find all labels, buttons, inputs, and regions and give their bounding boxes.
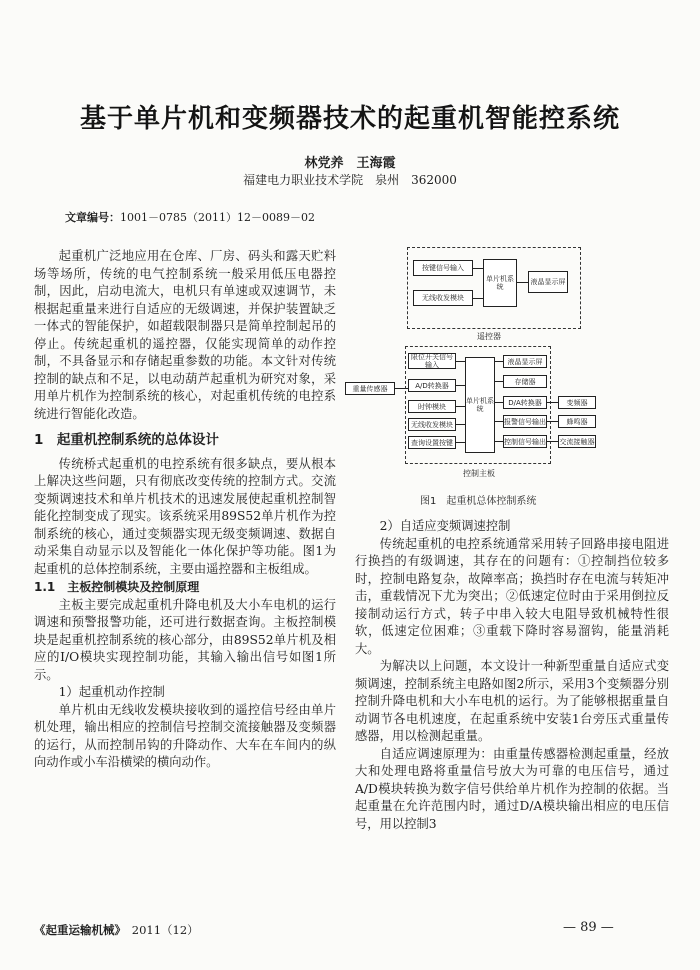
journal-name: 《起重运输机械》 [34,923,121,937]
section-1-heading: 1 起重机控制系统的总体设计 [34,432,219,448]
remote-label: 遥控器 [477,332,501,341]
main-lcd-box: 液晶显示屏 [503,355,547,368]
article-number-label: 文章编号： [65,211,120,224]
key-input-box: 按键信号输入 [413,260,473,276]
authors: 林党养 王海霞 [304,156,396,171]
main-wireless-box: 无线收发模块 [408,418,456,431]
journal-issue: 2011（12） [131,923,199,937]
right-paragraph-3: 自适应调速原理为：由重量传感器检测起重量，经放大和处理电路将重量信号放大为可靠的电压信号，通过A/D模块转换为数字信号供给单片机作为控制的依据。当起重量在允许范围内时，通过D/A模块输出相应的电压信号，用以控制3 [355,746,669,831]
item-2-paragraph: 传统起重机的电控系统通常采用转子回路串接电阻进行换挡的有级调速，其存在的问题有：①控制挡位较多时，控制电路复杂，故障率高；换挡时存在电流与转矩冲击，重载情况下尤为突出；②低速定位时由于采用倒拉反接制动运行方式，转子中串入较大电阻导致机械特性很软，低速定位困难；③重载下降时容易溜钩，能量消耗大。 [355,536,669,656]
connector [456,361,465,362]
contactor-box: 交流接触器 [558,435,596,448]
left-column [34,248,336,772]
alarm-output-box: 报警信号输出 [503,415,547,428]
buzzer-box: 蜂鸣器 [558,415,596,428]
right-column [355,518,669,833]
connector [456,406,465,407]
item-1-heading: 1）起重机动作控制 [58,685,165,699]
remote-mcu-box: 单片机系统 [483,259,517,307]
query-keys-box: 查询设置按键 [408,436,456,449]
figure-1 [352,245,600,485]
right-paragraph-2: 为解决以上问题，本文设计一种新型重量自适应式变频调速，控制系统主电路如图2所示，采用3个变频器分别控制升降电机和大小车电机的运行。为了能够根据重量自动调节各电机速度，在起重系统中安装1台旁压式重量传感器，用以检测起重量。 [355,659,669,743]
connector [495,402,503,403]
da-converter-box: D/A转换器 [503,396,547,409]
article-number [65,209,315,225]
limit-switch-box: 限位开关信号输入 [408,353,456,369]
inverter-box: 变频器 [558,396,596,409]
journal-footer [34,922,199,938]
subsection-1-1-paragraph: 主板主要完成起重机升降电机及大小车电机的运行调速和预警报警功能，还可进行数据查询。主板控制模块是起重机控制系统的核心部分，由89S52单片机及相应的I/O模块实现控制功能，其输入输出信号如图1所示。 [34,597,336,682]
connector [456,442,465,443]
connector [456,424,465,425]
main-mcu-box: 单片机系统 [465,357,495,453]
item-2-heading: 2）自适应变频调速控制 [379,519,511,533]
affiliation: 福建电力职业技术学院 泉州 362000 [243,173,457,187]
section-1-paragraph: 传统桥式起重机的电控系统有很多缺点，要从根本上解决这些问题，只有彻底改变传统的控制方式。交流变频调速技术和单片机技术的迅速发展使起重机控制智能化控制变成了现实。该系统采用89S52单片机作为控制系统的核心，通过变频器实现无级变频调速、数据自动采集自动显示以及智能化一体化保护等功能。图1为起重机的总体控制系统，主要由遥控器和主板组成。 [34,456,336,576]
ad-converter-box: A/D转换器 [408,379,456,392]
storage-box: 存储器 [503,375,547,388]
connector [547,421,558,422]
page-number: — 89 — [563,920,614,935]
item-1-paragraph: 单片机由无线收发模块接收到的遥控信号经由单片机处理，输出相应的控制信号控制交流接触器及变频器的运行，从而控制吊钩的升降动作、大车在车间内的纵向动作或小车沿横梁的横向动作。 [34,702,336,769]
connector [517,282,528,283]
clock-module-box: 时钟模块 [408,400,456,413]
connector [473,268,483,269]
subsection-1-1-heading: 1.1 主板控制模块及控制原理 [34,580,200,594]
remote-wireless-box: 无线收发模块 [413,290,473,306]
paper-title: 基于单片机和变频器技术的起重机智能控系统 [79,104,620,134]
connector [547,441,558,442]
connector [456,385,465,386]
connector [473,298,483,299]
article-number-value: 1001－0785（2011）12－0089－02 [120,211,315,224]
connector [495,421,503,422]
intro-paragraph: 起重机广泛地应用在仓库、厂房、码头和露天贮料场等场所，传统的电气控制系统一般采用低压电器控制，因此，启动电流大，电机只有单速或双速调节，未根据起重量来进行自适应的无级调速，并保护装置缺乏一体式的智能保护，如超载限制器只是简单控制起吊的停止。传统起重机的遥控器，仅能实现简单的动作控制，不具备显示和存储起重参数的功能。本文针对传统控制的缺点和不足，以电动葫芦起重机为研究对象，采用单片机作为控制系统的核心，对起重机传统的电控系统进行智能化改造。 [34,249,336,421]
main-board-label: 控制主板 [463,469,495,478]
remote-lcd-box: 液晶显示屏 [528,271,568,293]
weight-sensor-box: 重量传感器 [345,382,395,395]
connector [395,388,408,389]
connector [495,381,503,382]
figure-1-caption: 图1 起重机总体控制系统 [420,496,537,507]
control-output-box: 控制信号输出 [503,435,547,448]
connector [547,402,558,403]
connector [495,361,503,362]
connector [495,441,503,442]
